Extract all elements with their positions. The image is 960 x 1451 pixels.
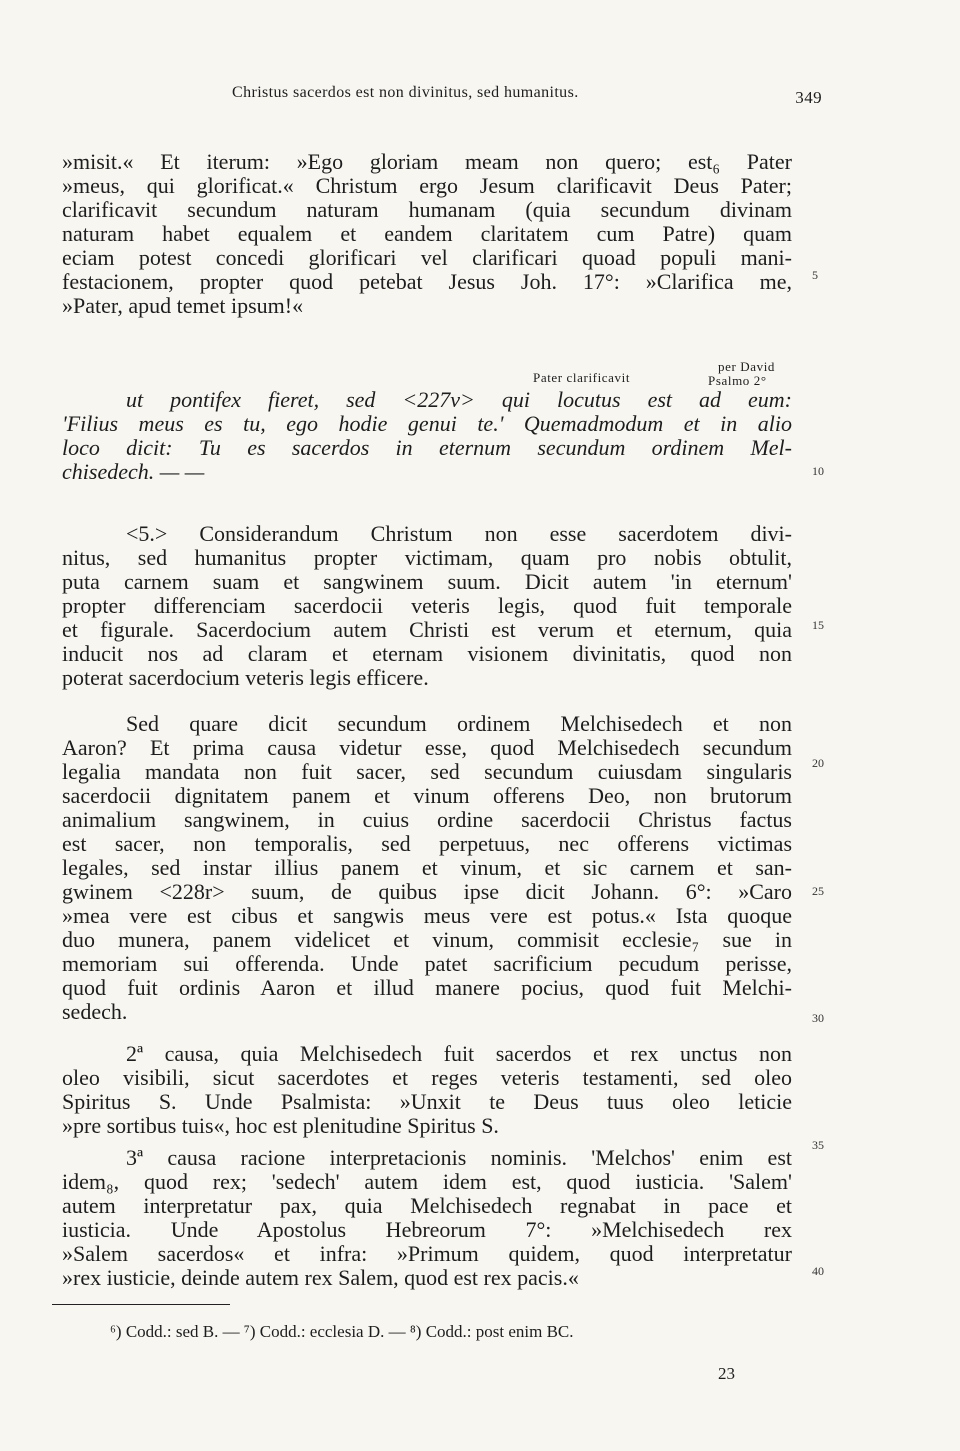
line-number: 20 (812, 756, 824, 770)
text-line: festacionem, propter quod petebat Jesus Joh. 17°: »Clarifica me, (62, 269, 792, 294)
line-number: 10 (812, 464, 824, 478)
text-line: <5.> Considerandum Christum non esse sacerdotem divi- (126, 521, 792, 546)
text-line: »mea vere est cibus et sangwis meus vere est potus.« Ista quoque (62, 903, 792, 928)
line-number: 25 (812, 884, 824, 898)
text-line: naturam habet equalem et eandem claritatem cum Patre) quam (62, 221, 792, 246)
gloss-david-1: per David (718, 359, 776, 374)
paragraph-6 (62, 1146, 792, 1290)
running-title: Christus sacerdos est non divinitus, sed humanitus. (232, 84, 579, 101)
footnotes: ⁶) Codd.: sed B. — ⁷) Codd.: ecclesia D. — ⁸) Codd.: post enim BC. (110, 1322, 574, 1341)
text-line: chisedech. — — (62, 459, 205, 484)
text-line: »Salem sacerdos« et infra: »Primum quidem, quod interpretatur (62, 1241, 792, 1266)
text-line: quod fuit ordinis Aaron et illud manere pocius, quod fuit Melchi- (62, 975, 792, 1000)
line-number: 35 (812, 1138, 824, 1152)
gloss-pater: Pater clarificavit (533, 370, 631, 385)
text-line: idem₈, quod rex; 'sedech' autem idem est, quod iusticia. 'Salem' (62, 1169, 792, 1194)
text-line: gwinem <228r> suum, de quibus ipse dicit Johann. 6°: »Caro (62, 879, 792, 904)
text-line: »Pater, apud temet ipsum!« (62, 293, 304, 318)
text-line: inducit nos ad claram et eternam visionem divinitatis, quod non (62, 641, 792, 666)
text-line: et figurale. Sacerdocium autem Christi est verum et eternum, quia (62, 617, 792, 642)
line-number: 15 (812, 618, 824, 632)
text-line: sacerdocii dignitatem panem et vinum offerens Deo, non brutorum (62, 783, 792, 808)
line-number: 5 (812, 268, 818, 282)
page-number: 349 (795, 88, 822, 107)
paragraph-2 (62, 388, 792, 484)
text-line: duo munera, panem videlicet et vinum, commisit ecclesie₇ sue in (62, 927, 792, 952)
text-line: sedech. (62, 999, 128, 1024)
signature-mark: 23 (718, 1364, 735, 1383)
text-line: eciam potest concedi glorificari vel clarificari quoad populi mani- (62, 245, 792, 270)
text-line: 'Filius meus es tu, ego hodie genui te.' Quemadmodum et in alio (62, 411, 792, 436)
text-line: »misit.« Et iterum: »Ego gloriam meam non quero; est₆ Pater (62, 149, 792, 174)
line-number: 30 (812, 1011, 824, 1025)
text-line: Sed quare dicit secundum ordinem Melchisedech et non (126, 711, 792, 736)
text-line: »meus, qui glorificat.« Christum ergo Jesum clarificavit Deus Pater; (62, 173, 792, 198)
text-line: est sacer, non temporalis, sed perpetuus, nec offerens victimas (62, 831, 792, 856)
line-number: 40 (812, 1264, 824, 1278)
text-line: 2ª causa, quia Melchisedech fuit sacerdos et rex unctus non (126, 1041, 792, 1066)
paragraph-3 (62, 522, 792, 690)
text-line: »rex iusticie, deinde autem rex Salem, quod est rex pacis.« (62, 1265, 579, 1290)
text-line: autem interpretatur pax, quia Melchisedech regnabat in pace et (62, 1193, 792, 1218)
text-line: oleo visibili, sicut sacerdotes et reges veteris testamenti, sed oleo (62, 1065, 792, 1090)
text-line: ut pontifex fieret, sed <227v> qui locutus est ad eum: (126, 387, 792, 412)
text-line: Aaron? Et prima causa videtur esse, quod Melchisedech secundum (62, 735, 792, 760)
text-line: loco dicit: Tu es sacerdos in eternum secundum ordinem Mel- (62, 435, 792, 460)
text-line: clarificavit secundum naturam humanam (quia secundum divinam (62, 197, 792, 222)
gloss-david-2: Psalmo 2° (708, 373, 767, 388)
text-line: puta carnem suam et sangwinem suum. Dicit autem 'in eternum' (62, 569, 792, 594)
text-line: »pre sortibus tuis«, hoc est plenitudine Spiritus S. (62, 1113, 499, 1138)
text-line: propter differenciam sacerdocii veteris legis, quod fuit temporale (62, 593, 792, 618)
text-line: animalium sangwinem, in cuius ordine sacerdocii Christus factus (62, 807, 792, 832)
paragraph-4 (62, 712, 792, 1024)
text-line: memoriam sui offerenda. Unde patet sacrificium pecudum perisse, (62, 951, 792, 976)
text-line: iusticia. Unde Apostolus Hebreorum 7°: »Melchisedech rex (62, 1217, 792, 1242)
text-line: Spiritus S. Unde Psalmista: »Unxit te Deus tuus oleo leticie (62, 1089, 792, 1114)
text-line: legales, sed instar illius panem et vinum, et sic carnem et san- (62, 855, 792, 880)
running-header (232, 84, 822, 107)
paragraph-5 (62, 1042, 792, 1138)
text-line: legalia mandata non fuit sacer, sed secundum cuiusdam singularis (62, 759, 792, 784)
text-line: poterat sacerdocium veteris legis efficere. (62, 665, 429, 690)
footnote-divider (52, 1304, 230, 1305)
text-line: nitus, sed humanitus propter victimam, quam pro nobis obtulit, (62, 545, 792, 570)
paragraph-1 (62, 150, 792, 318)
text-line: 3ª causa racione interpretacionis nominis. 'Melchos' enim est (126, 1145, 792, 1170)
